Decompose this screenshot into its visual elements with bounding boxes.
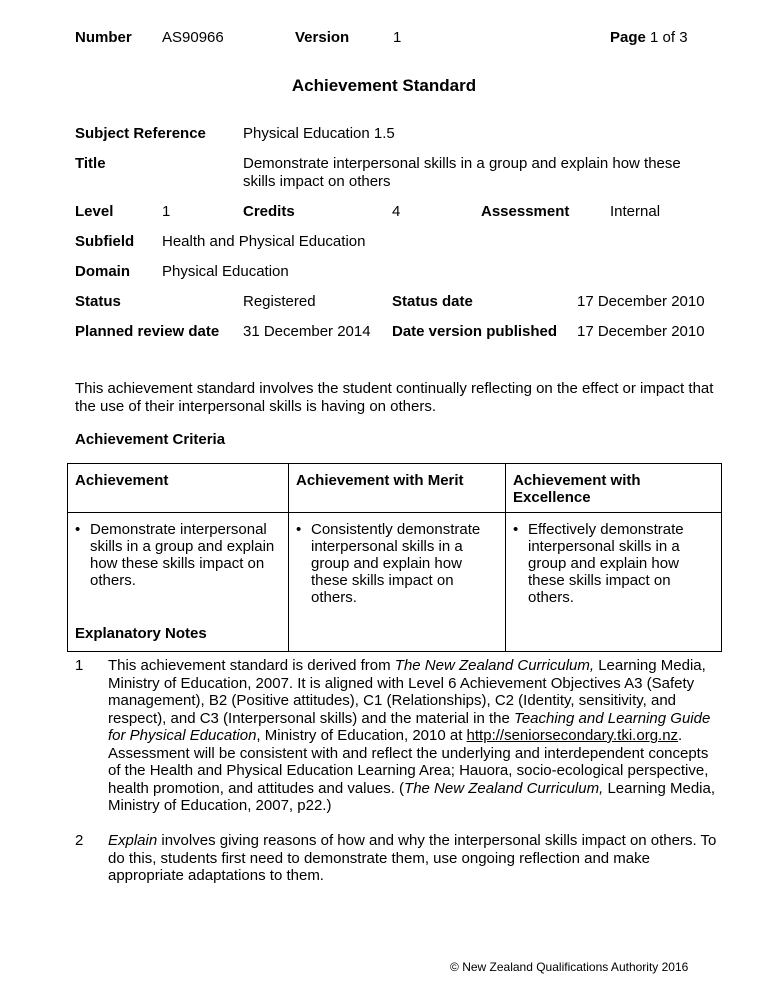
status-date-value: 17 December 2010 — [577, 293, 705, 310]
column-header-achievement: Achievement — [68, 464, 289, 513]
subject-ref-value: Physical Education 1.5 — [243, 125, 395, 142]
assessment-value: Internal — [610, 203, 661, 220]
column-header-excellence: Achievement with Excellence — [506, 464, 722, 513]
criteria-table — [67, 463, 722, 652]
published-date-label: Date version published — [392, 323, 558, 340]
title-value: Demonstrate interpersonal skills in a group and explain how these skills impact on others — [243, 155, 681, 190]
note-2-text: Explain involves giving reasons of how and why the interpersonal skills impact on others. To do this, students first need to demonstrate them, use ongoing reflection and make appropriate adaptations to them. — [108, 832, 717, 884]
copyright-icon: © — [450, 960, 459, 974]
criteria-header-row — [68, 464, 722, 513]
version-value: 1 — [393, 29, 402, 46]
criteria-cell-excellence — [506, 513, 722, 652]
level-label: Level — [75, 203, 114, 220]
published-date-value: 17 December 2010 — [577, 323, 705, 340]
subject-ref-label: Subject Reference — [75, 125, 206, 142]
status-label: Status — [75, 293, 121, 310]
domain-value: Physical Education — [162, 263, 289, 280]
level-value: 1 — [162, 203, 171, 220]
number-value: AS90966 — [162, 29, 224, 46]
bullet-icon: • — [513, 521, 519, 538]
title-label: Title — [75, 155, 106, 172]
footer-text: New Zealand Qualifications Authority 2016 — [462, 960, 689, 974]
criteria-cell-merit — [289, 513, 506, 652]
subfield-label: Subfield — [75, 233, 135, 250]
criteria-text: Consistently demonstrate interpersonal skills in a group and explain how these skills impact on others. — [311, 521, 481, 606]
intro-paragraph: This achievement standard involves the student continually reflecting on the effect or impact that the use of their interpersonal skills is having on others. — [75, 380, 714, 415]
page-value: 1 of 3 — [650, 29, 688, 46]
credits-value: 4 — [392, 203, 401, 220]
review-date-label: Planned review date — [75, 323, 220, 340]
bullet-icon: • — [296, 521, 302, 538]
page-indicator — [610, 29, 688, 46]
review-date-value: 31 December 2014 — [243, 323, 371, 340]
column-header-merit: Achievement with Merit — [289, 464, 506, 513]
criteria-text: Effectively demonstrate interpersonal skills in a group and explain how these skills impact on others. — [528, 521, 684, 606]
document-title: Achievement Standard — [291, 76, 477, 95]
explanatory-notes-heading: Explanatory Notes — [75, 625, 207, 642]
status-date-label: Status date — [392, 293, 473, 310]
note-number: 2 — [75, 832, 84, 849]
tki-link[interactable]: http://seniorsecondary.tki.org.nz — [466, 727, 679, 744]
bullet-icon: • — [75, 521, 81, 538]
note-number: 1 — [75, 657, 84, 674]
domain-label: Domain — [75, 263, 131, 280]
criteria-text: Demonstrate interpersonal skills in a group and explain how these skills impact on others. — [90, 521, 275, 589]
status-value: Registered — [243, 293, 316, 310]
version-label: Version — [295, 29, 350, 46]
assessment-label: Assessment — [481, 203, 570, 220]
page-label: Page — [610, 29, 646, 46]
credits-label: Credits — [243, 203, 295, 220]
footer-copyright — [450, 960, 688, 974]
number-label: Number — [75, 29, 132, 46]
criteria-heading: Achievement Criteria — [75, 431, 226, 448]
subfield-value: Health and Physical Education — [162, 233, 366, 250]
note-1-text: This achievement standard is derived from The New Zealand Curriculum, Learning Media, Ministry of Education, 2007. It is aligned with Level 6 Achievement Objectives A3 (Safety management), B2 (Positive attitudes), C1 (Relationships), C2 (Identity, sensitivity, and respect), and C3 (Interpersonal skills) and the material in the Teaching and Learning Guide for Physical Education, Ministry of Education, 2010 at http://seniorsecondary.tki.org.nz. Assessment will be consistent with and reflect the underlying and interdependent concepts of the Health and Physical Education Learning Area; Hauora, socio-ecological perspective, health promotion, and attitudes and values. (The New Zealand Curriculum, Learning Media, Ministry of Education, 2007, p22.) — [108, 657, 716, 814]
